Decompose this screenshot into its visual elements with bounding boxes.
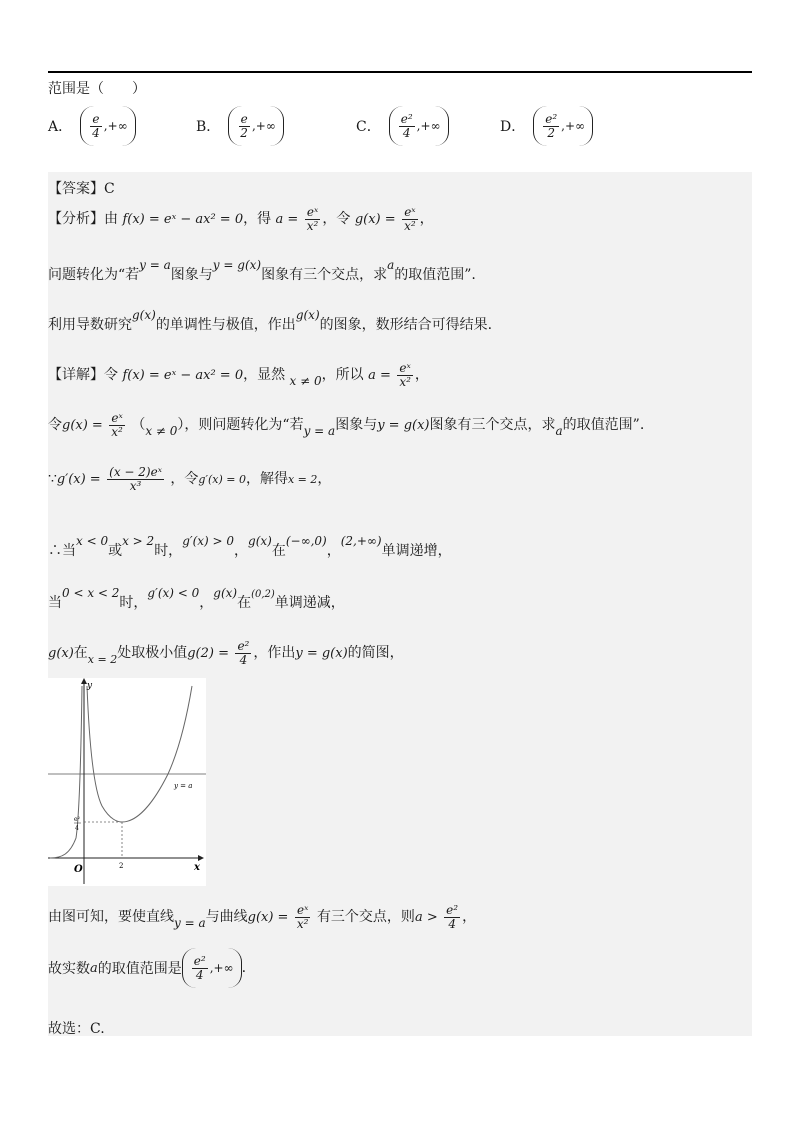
- x-axis-arrow: [198, 855, 204, 861]
- option-d-interval: $\frac{\text{e²}}{2}$ ,+∞: [533, 106, 593, 146]
- detail-line-6: g(x)在x = 2处取极小值g(2) = $\frac{\text{e²}}{4}$ ，作出y = g(x)的简图，: [48, 639, 404, 667]
- y-axis-label: y: [87, 681, 93, 691]
- curve-left-branch: [50, 686, 82, 858]
- detail-line-1: 【详解】令 f(x) = eˣ − ax² = 0，显然 x ≠ 0，所以 a = $\frac{\text{eˣ}}{\text{x²}}$ ，: [48, 361, 429, 389]
- answer-line: 【答案】C: [48, 181, 115, 197]
- option-a[interactable]: A． $\frac{e}{4}$ ,+∞: [48, 102, 136, 150]
- origin-label: O: [74, 864, 83, 875]
- question-stem: 范围是（ ）: [48, 81, 146, 97]
- detail-line-3: ∵g′(x) = $\frac{\text{(x − 2)eˣ}}{\text{x³}}$ ，令g′(x) = 0，解得x = 2，: [48, 465, 332, 493]
- option-d[interactable]: D． $\frac{\text{e²}}{2}$ ,+∞: [500, 102, 593, 150]
- option-a-interval: $\frac{e}{4}$ ,+∞: [80, 106, 136, 146]
- final-interval: $\frac{\text{e²}}{4}$ ,+∞: [182, 948, 242, 988]
- option-b[interactable]: B． $\frac{e}{2}$ ,+∞: [196, 102, 284, 150]
- option-c-interval: $\frac{\text{e²}}{4}$ ,+∞: [389, 106, 449, 146]
- detail-line-4: ∴当x < 0或x > 2时，g′(x) > 0，g(x)在(−∞,0)，(2,+∞)单调递增，: [48, 534, 452, 559]
- x-axis-label: x: [194, 862, 200, 873]
- analysis-line-2: 问题转化为“若y = a图象与y = g(x)图象有三个交点，求a的取值范围”.: [48, 258, 476, 283]
- option-b-interval: $\frac{e}{2}$ ,+∞: [228, 106, 284, 146]
- function-sketch: [48, 678, 206, 886]
- answer-value: C: [104, 181, 115, 197]
- analysis-line-3: 利用导数研究g(x)的单调性与极值，作出g(x)的图象，数形结合可得结果.: [48, 308, 493, 333]
- detail-line-8: 故实数 a 的取值范围是 $\frac{\text{e²}}{4}$ ,+∞ .: [48, 946, 246, 990]
- detail-line-5: 当0 < x < 2时，g′(x) < 0，g(x)在(0,2)单调递减，: [48, 586, 345, 611]
- option-c[interactable]: C． $\frac{\text{e²}}{4}$ ,+∞: [356, 102, 449, 150]
- analysis-line-1: 【分析】由 f(x) = eˣ − ax² = 0，得 a = $\frac{\text{eˣ}}{\text{x²}}$ ，令 g(x) = $\frac{\text{eˣ}}{\text{x²}}$ ，: [48, 205, 434, 233]
- tick-label-e-squared: e²: [74, 816, 80, 823]
- detail-line-2: 令g(x) = $\frac{\text{eˣ}}{\text{x²}}$ （x ≠ 0），则问题转化为“若y = a图象与y = g(x)图象有三个交点，求a的取值范围”.: [48, 411, 645, 439]
- top-rule: [48, 71, 752, 73]
- line-label: y = a: [174, 782, 193, 790]
- tick-label-2: 2: [119, 862, 124, 870]
- detail-line-7: 由图可知，要使直线y = a与曲线g(x) = $\frac{\text{eˣ}}{\text{x²}}$ 有三个交点，则a > $\frac{\text{e²}}{4}$ ，: [48, 903, 477, 931]
- curve-right-branch: [87, 686, 192, 822]
- tick-label-4: 4: [75, 825, 79, 832]
- final-choice-line: 故选：C.: [48, 1021, 105, 1037]
